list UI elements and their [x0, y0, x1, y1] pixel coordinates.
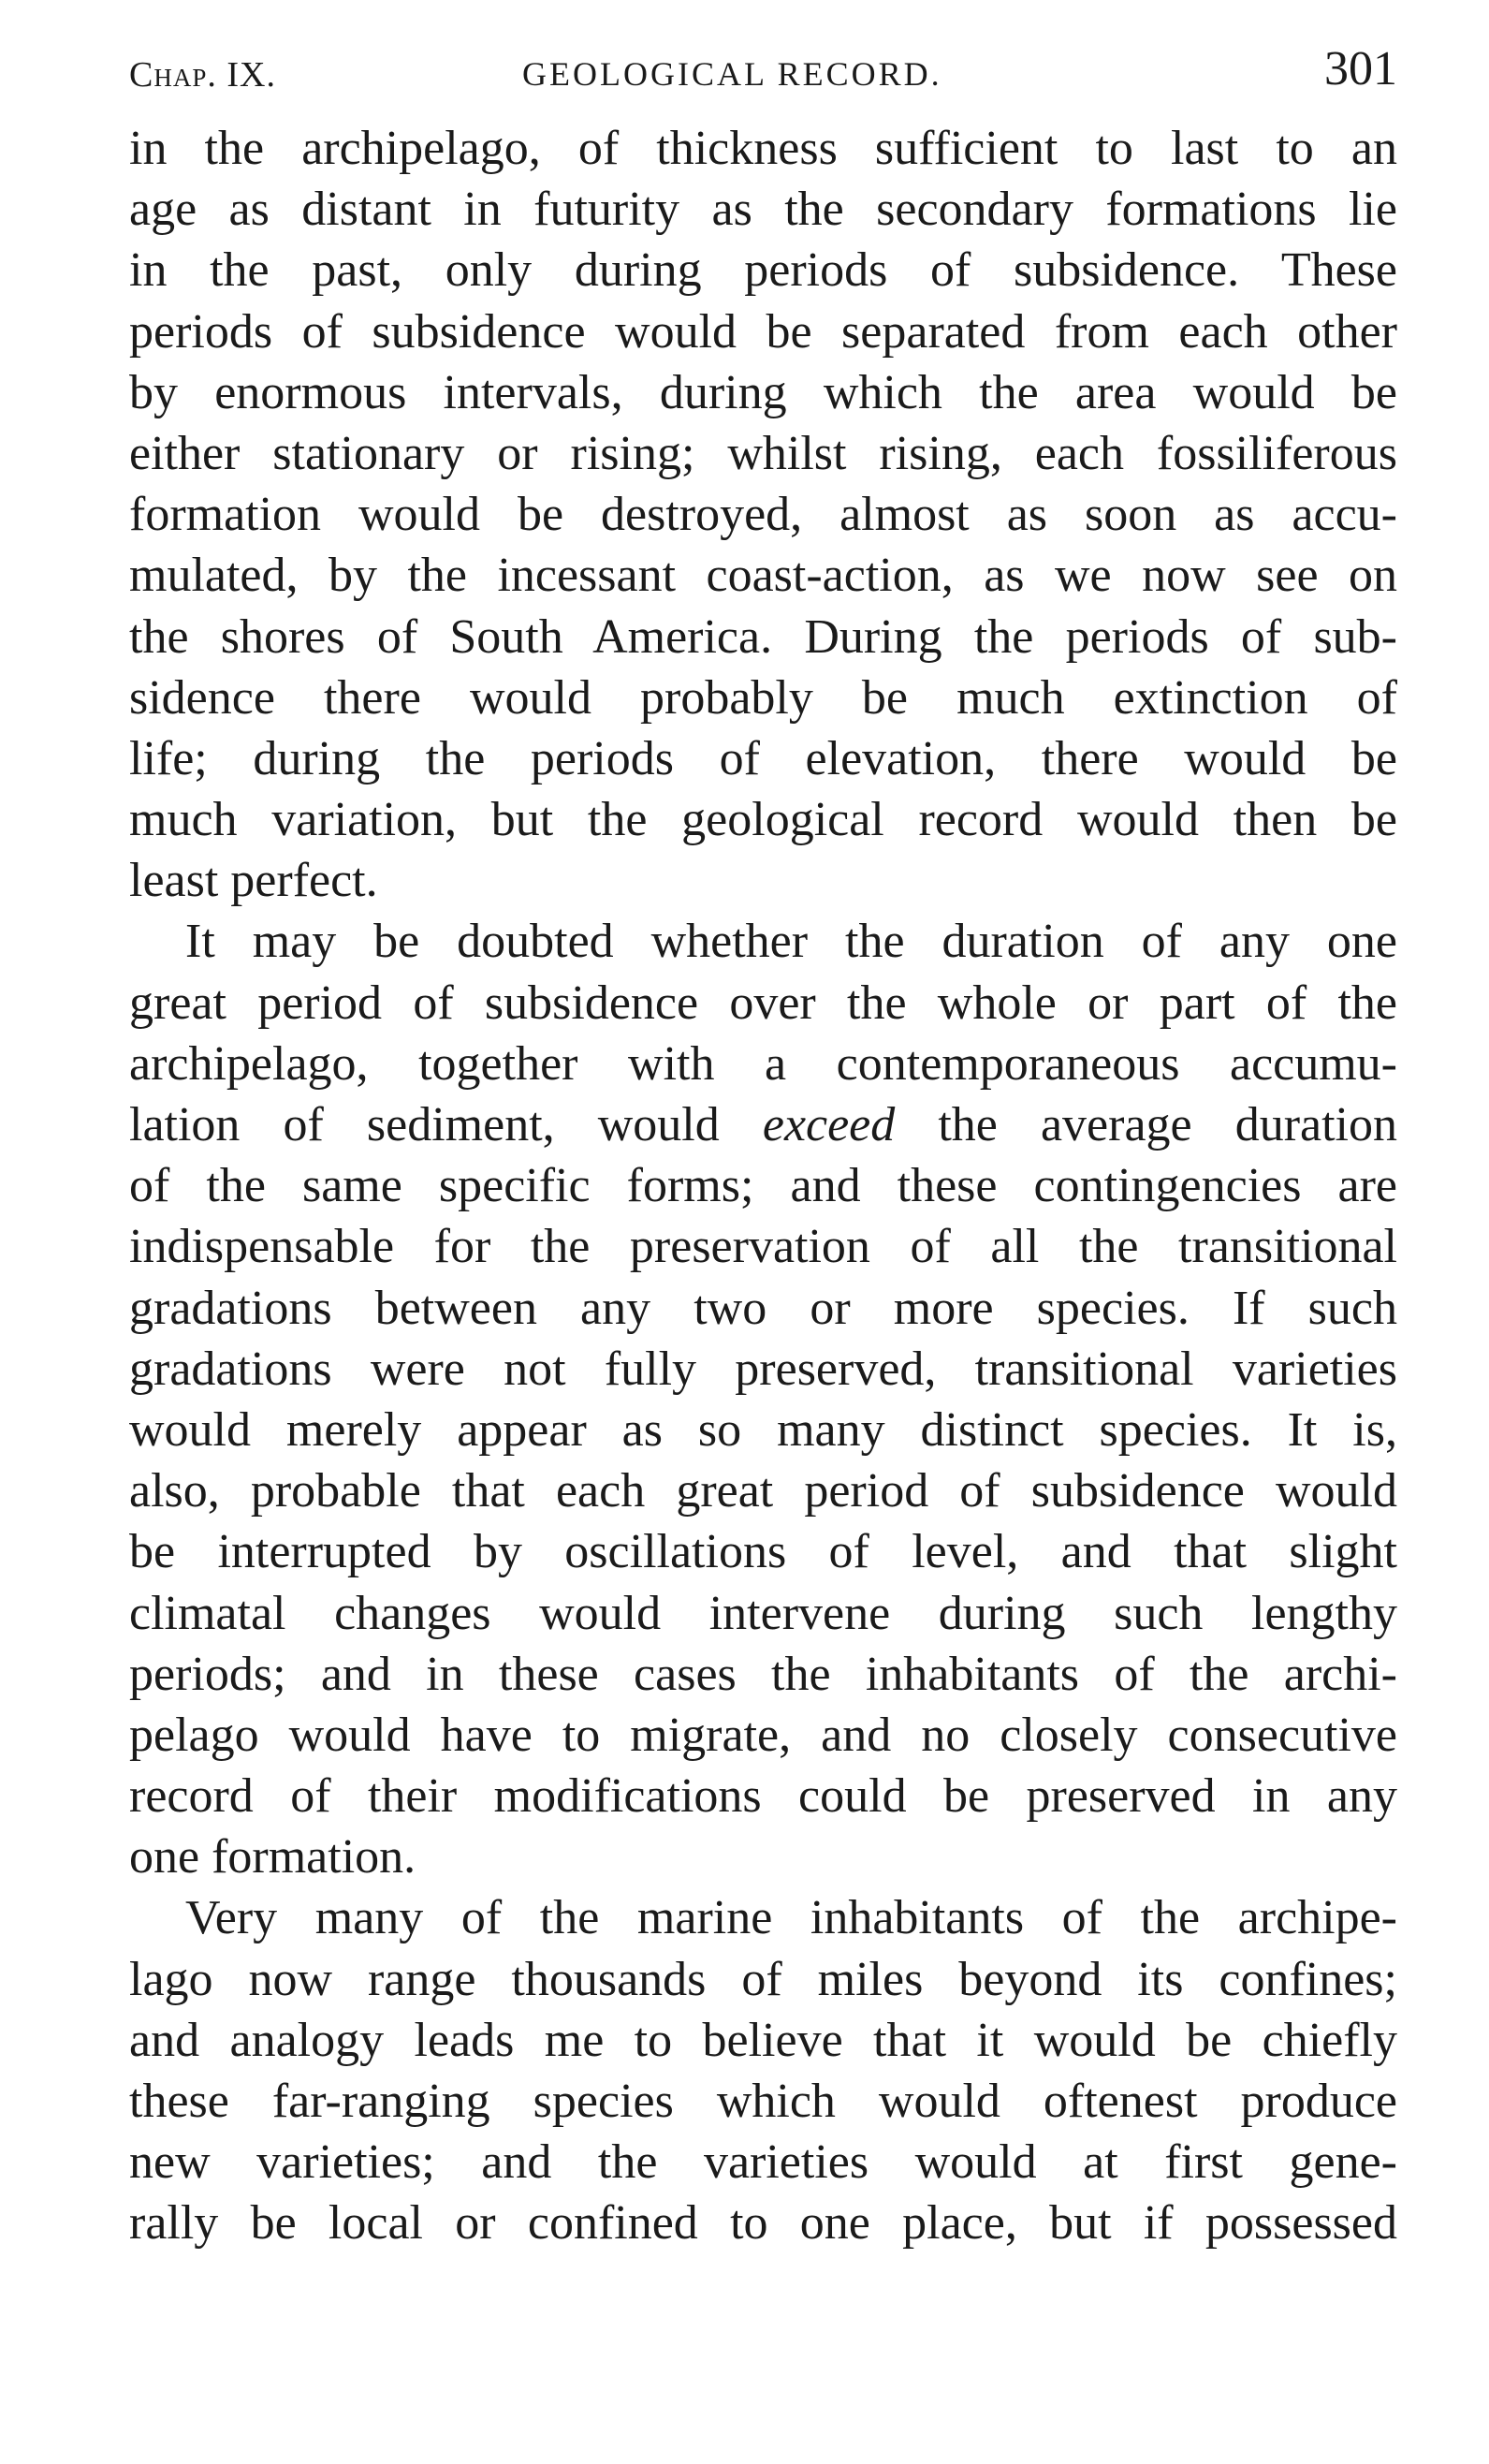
running-title: GEOLOGICAL RECORD. [522, 55, 942, 93]
text-line: indispensable for the preservation of all the transitional [129, 1220, 1397, 1274]
book-page [129, 37, 1397, 2254]
body-text [129, 118, 1397, 2254]
text-line: great period of subsidence over the whole or part of the [129, 975, 1397, 1030]
text-line: one formation. [129, 1830, 416, 1885]
paragraph-2 [129, 911, 1397, 1887]
paragraph-3 [129, 1887, 1397, 2253]
text-line: periods; and in these cases the inhabitants of the archi- [129, 1647, 1397, 1701]
text-line: these far-ranging species which would oftenest produce [129, 2075, 1397, 2128]
text-line: in the archipelago, of thickness sufficient to last to an [129, 122, 1397, 175]
text-line: be interrupted by oscillations of level, and that slight [129, 1525, 1397, 1579]
text-line: in the past, only during periods of subsidence. These [129, 243, 1397, 298]
text-segment: the average duration [938, 1098, 1397, 1151]
text-line: also, probable that each great period of subsidence would [129, 1464, 1397, 1518]
text-line: much variation, but the geological record would then be [129, 793, 1397, 847]
text-line: gradations between any two or more species. If such [129, 1281, 1397, 1335]
text-line: either stationary or rising; whilst rising, each fossiliferous [129, 426, 1397, 480]
text-line: age as distant in futurity as the secondary formations lie [129, 183, 1397, 237]
text-line: mulated, by the incessant coast-action, as we now see on [129, 549, 1397, 603]
text-line: climatal changes would intervene during such lengthy [129, 1586, 1397, 1640]
text-line: would merely appear as so many distinct species. It is, [129, 1402, 1397, 1457]
chapter-label: Chap. IX. [129, 55, 276, 95]
text-line: gradations were not fully preserved, transitional varieties [129, 1342, 1397, 1396]
text-line: pelago would have to migrate, and no closely consecutive [129, 1708, 1397, 1762]
text-line: It may be doubted whether the duration of any one [185, 915, 1397, 969]
text-line: of the same specific forms; and these contingencies are [129, 1159, 1397, 1213]
text-line: new varieties; and the varieties would at first gene- [129, 2135, 1397, 2190]
text-line: record of their modifications could be preserved in any [129, 1769, 1397, 1824]
text-line: formation would be destroyed, almost as soon as accu- [129, 488, 1397, 542]
text-line: and analogy leads me to believe that it would be chiefly [129, 2013, 1397, 2067]
text-line-with-italic [129, 1094, 1397, 1155]
text-line: the shores of South America. During the periods of sub- [129, 609, 1397, 664]
text-line: archipelago, together with a contemporaneous accumu- [129, 1036, 1397, 1091]
text-line: least perfect. [129, 854, 378, 908]
text-line: by enormous intervals, during which the area would be [129, 365, 1397, 419]
text-line: life; during the periods of elevation, there would be [129, 731, 1397, 785]
page-number: 301 [1324, 42, 1397, 95]
text-line: sidence there would probably be much extinction of [129, 670, 1397, 725]
text-segment: lation of sediment, would [129, 1098, 720, 1151]
text-line: Very many of the marine inhabitants of the archipe- [185, 1891, 1397, 1945]
text-line: periods of subsidence would be separated from each other [129, 304, 1397, 359]
italic-word: exceed [762, 1098, 896, 1151]
text-line: rally be local or confined to one place, but if possessed [129, 2196, 1397, 2251]
text-line: lago now range thousands of miles beyond its confines; [129, 1952, 1397, 2006]
paragraph-1 [129, 118, 1397, 911]
running-head [129, 37, 1397, 112]
